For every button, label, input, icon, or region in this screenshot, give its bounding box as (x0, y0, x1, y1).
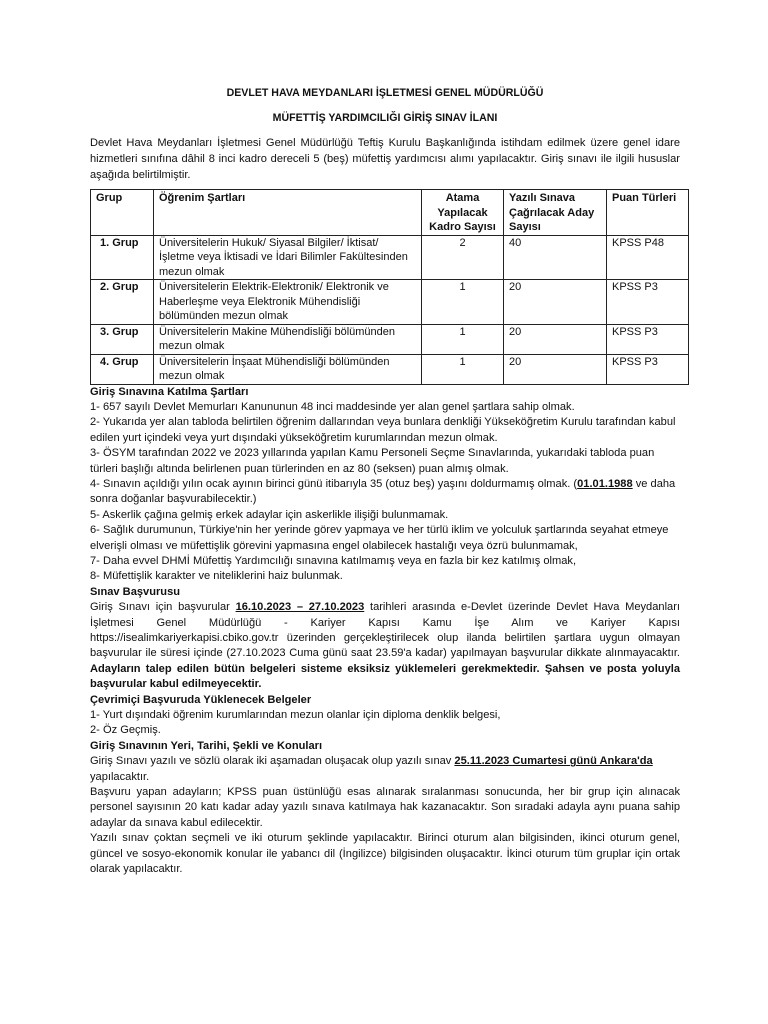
exam-date: 25.11.2023 Cumartesi günü Ankara'da (454, 755, 653, 768)
cell-yazili: 40 (504, 235, 607, 280)
yer-text: Giriş Sınavı yazılı ve sözlü olarak iki aşamadan oluşacak olup yazılı sınav (90, 755, 455, 768)
cell-atama: 1 (422, 354, 504, 384)
table-row (91, 354, 689, 384)
cell-grup: 1. Grup (91, 235, 154, 280)
cell-grup: 4. Grup (91, 354, 154, 384)
table-header-row (91, 190, 689, 236)
section-heading-basvuru: Sınav Başvurusu (90, 585, 181, 598)
table-row (91, 280, 689, 325)
item4-text: 4- Sınavın açıldığı yılın ocak ayının birinci günü itibarıyla 35 (otuz beş) yaşını doldurmamış olmak. ( (90, 477, 578, 490)
yer-paragraph-3: Yazılı sınav çoktan seçmeli ve iki oturum şeklinde yapılacaktır. Birinci oturum alan bilgisinden, ikinci oturum genel, güncel ve sosyo-ekonomik konular ile yabancı dil (İngilizce) bilgisinden oluşacaktır. İkinci oturum tüm gruplar için ortak olarak yapılacaktır. (90, 832, 680, 876)
basvuru-bold-note: Adayların talep edilen bütün belgeleri sisteme eksiksiz yüklemeleri gerekmektedir. Şahsen ve posta yoluyla başvurular kabul edilmeyecektir. (90, 662, 680, 691)
header-ogrenim: Öğrenim Şartları (154, 190, 422, 236)
cell-atama: 1 (422, 280, 504, 325)
basvuru-paragraph (90, 631, 680, 693)
cell-yazili: 20 (504, 354, 607, 384)
yer-paragraph-1 (90, 754, 680, 785)
cell-ogrenim: Üniversitelerin Makine Mühendisliği bölümünden mezun olmak (154, 324, 422, 354)
list-item: 3- ÖSYM tarafından 2022 ve 2023 yıllarında yapılan Kamu Personeli Seçme Sınavlarında, yukarıdaki tabloda puan türleri başlığı altında belirlenen puan türlerinden en az 80 (seksen) puan almış olmak. (90, 447, 655, 475)
basvuru-line-2: İşletmesi Genel Müdürlüğü - Kariyer Kapısı Kamu İşe Alım ve Kariyer Kapısı (90, 616, 680, 629)
basvuru-text-end: tarihleri arasında e-Devlet üzerinde Devlet Hava Meydanları (364, 601, 680, 614)
header-puan: Puan Türleri (607, 190, 689, 236)
cell-grup: 3. Grup (91, 324, 154, 354)
list-item (90, 477, 680, 508)
cell-ogrenim: Üniversitelerin İnşaat Mühendisliği bölümünden mezun olmak (154, 354, 422, 384)
cell-ogrenim: Üniversitelerin Elektrik-Elektronik/ Elektronik ve Haberleşme veya Elektronik Mühendisliği bölümünden mezun olmak (154, 280, 422, 325)
application-dates: 16.10.2023 – 27.10.2023 (235, 601, 365, 614)
document-subtitle: MÜFETTİŞ YARDIMCILIĞI GİRİŞ SINAV İLANI (272, 112, 498, 124)
cell-grup: 2. Grup (91, 280, 154, 325)
basvuru-line-1 (90, 600, 680, 615)
table-row (91, 235, 689, 280)
header-yazili: Yazılı Sınava Çağrılacak Aday Sayısı (504, 190, 607, 236)
cell-puan: KPSS P3 (607, 354, 689, 384)
header-grup: Grup (91, 190, 154, 236)
cell-atama: 1 (422, 324, 504, 354)
section-heading-yer: Giriş Sınavının Yeri, Tarihi, Şekli ve Konuları (90, 739, 323, 752)
cell-puan: KPSS P3 (607, 280, 689, 325)
section-heading-belgeler: Çevrimiçi Başvuruda Yüklenecek Belgeler (90, 693, 312, 706)
item4-text-end: ve daha sonra doğanlar başvurabilecektir.) (90, 477, 676, 506)
birth-date-limit: 01.01.1988 (577, 477, 633, 490)
header-atama: Atama Yapılacak Kadro Sayısı (422, 190, 504, 236)
yer-paragraph-2: Başvuru yapan adayların; KPSS puan üstünlüğü esas alınarak sıralanması sonucunda, her bir grup için alınacak personel sayısının 20 katı kadar aday yazılı sınava katılmaya hak kazanacaktır. Son sıradaki adayla aynı puana sahip adaylar da sınava kabul edilecektir. (90, 786, 680, 829)
list-item: 5- Askerlik çağına gelmiş erkek adaylar için askerlikle ilişiği bulunmamak. (90, 508, 449, 521)
list-item: 1- 657 sayılı Devlet Memurları Kanununun 48 inci maddesinde yer alan genel şartlara sahip olmak. (90, 400, 575, 413)
list-item: 7- Daha evvel DHMİ Müfettiş Yardımcılığı sınavına katılmamış veya en fazla bir kez katılmış olmak, (90, 554, 577, 567)
list-item: 1- Yurt dışındaki öğrenim kurumlarından mezun olanlar için diploma denklik belgesi, (90, 709, 501, 722)
list-item: 8- Müfettişlik karakter ve niteliklerini haiz bulunmak. (90, 570, 343, 583)
cell-yazili: 20 (504, 280, 607, 325)
yer-text-end: yapılacaktır. (90, 770, 150, 783)
list-item: 2- Öz Geçmiş. (90, 724, 161, 737)
positions-table (90, 189, 689, 385)
cell-puan: KPSS P3 (607, 324, 689, 354)
intro-paragraph: Devlet Hava Meydanları İşletmesi Genel Müdürlüğü Teftiş Kurulu Başkanlığında istihdam edilmek üzere genel idare hizmetleri sınıfına dâhil 8 inci kadro dereceli 5 (beş) müfettiş yardımcısı alımı yapılacaktır. Giriş sınavı ile ilgili hususlar aşağıda belirtilmiştir. (90, 137, 680, 181)
cell-ogrenim: Üniversitelerin Hukuk/ Siyasal Bilgiler/ İktisat/ İşletme veya İktisadi ve İdari Bilimler Fakültesinden mezun olmak (154, 235, 422, 280)
list-item: 2- Yukarıda yer alan tabloda belirtilen öğrenim dallarından veya bunlara denkliği Yükseköğretim Kurulu tarafından kabul edilen yurt içindeki veya yurt dışındaki yükseköğretim kurumlarından mezun olmak. (90, 416, 676, 444)
cell-yazili: 20 (504, 324, 607, 354)
document-title: DEVLET HAVA MEYDANLARI İŞLETMESİ GENEL MÜDÜRLÜĞÜ (226, 87, 544, 99)
list-item: 6- Sağlık durumunun, Türkiye'nin her yerinde görev yapmaya ve her türlü iklim ve yolculuk şartlarında seyahat etmeye elverişli olması ve müfettişlik görevini yapmasına engel olabilecek hastalığı veya özrü bulunmamak, (90, 524, 669, 552)
cell-puan: KPSS P48 (607, 235, 689, 280)
basvuru-rest: https://isealimkariyerkapisi.cbiko.gov.tr üzerinden gerçekleştirilecek olup ilanda belirtilen şartlara uygun olmayan başvurular ile süresi içinde (27.10.2023 Cuma günü saat 23.59'a kadar) yapılmayan başvurular dikkate alınmayacaktır. (90, 632, 680, 660)
table-row (91, 324, 689, 354)
cell-atama: 2 (422, 235, 504, 280)
basvuru-text: Giriş Sınavı için başvurular (90, 601, 236, 614)
section-heading-katilma: Giriş Sınavına Katılma Şartları (90, 385, 249, 398)
